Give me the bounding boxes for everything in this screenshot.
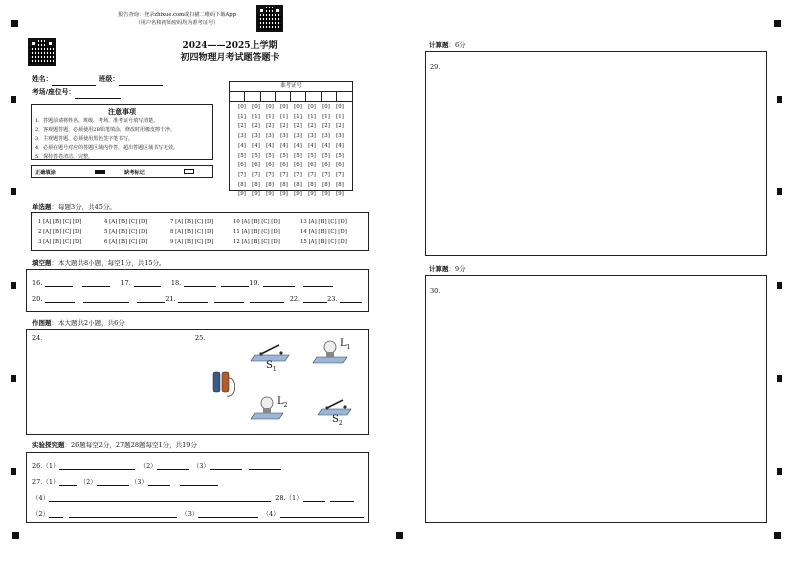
notice-item: 4．必须在题号对应的答题区域内作答，超出答题区域书写无效。 bbox=[35, 145, 179, 151]
exam-id-bubble[interactable]: [5] bbox=[322, 152, 330, 159]
exam-id-bubble[interactable]: [1] bbox=[252, 113, 260, 120]
exam-id-bubble[interactable]: [7] bbox=[238, 171, 246, 178]
answer-blank[interactable] bbox=[134, 279, 161, 287]
exam-id-write-row bbox=[230, 92, 352, 102]
answer-blank[interactable] bbox=[69, 510, 177, 518]
answer-blank[interactable] bbox=[82, 279, 110, 287]
exam-id-bubble[interactable]: [7] bbox=[336, 171, 344, 178]
exam-id-bubble[interactable]: [2] bbox=[336, 123, 344, 130]
exam-id-bubble[interactable]: [4] bbox=[336, 142, 344, 149]
exam-id-bubble[interactable]: [7] bbox=[294, 171, 302, 178]
answer-blank[interactable] bbox=[340, 295, 362, 303]
exam-id-bubble[interactable]: [6] bbox=[336, 162, 344, 169]
exam-id-bubble[interactable]: [3] bbox=[294, 133, 302, 140]
fill-row-1: 16. 17. 18. 19. bbox=[32, 279, 333, 287]
answer-blank[interactable] bbox=[249, 462, 281, 470]
exam-id-bubble[interactable]: [0] bbox=[280, 104, 288, 110]
exam-id-bubble[interactable]: [1] bbox=[280, 113, 288, 120]
exam-id-bubble[interactable]: [1] bbox=[322, 113, 330, 120]
exam-id-bubble[interactable]: [3] bbox=[308, 133, 316, 140]
exam-id-bubble[interactable]: [5] bbox=[266, 152, 274, 159]
fill-blank-box bbox=[26, 269, 369, 312]
answer-blank[interactable] bbox=[221, 279, 249, 287]
drawing-box[interactable] bbox=[26, 329, 369, 435]
answer-blank[interactable] bbox=[214, 295, 244, 303]
exam-id-bubble[interactable]: [5] bbox=[238, 152, 246, 159]
notice-box bbox=[31, 104, 213, 160]
header-note bbox=[112, 11, 242, 27]
switch-s2-icon bbox=[318, 400, 351, 415]
exam-id-bubble[interactable]: [0] bbox=[238, 104, 246, 110]
label-s2: $S_2$ bbox=[332, 414, 343, 427]
exam-id-bubble[interactable]: [5] bbox=[336, 152, 344, 159]
exam-id-bubble[interactable]: [9] bbox=[238, 191, 246, 198]
side-mark bbox=[11, 468, 16, 475]
page-title bbox=[150, 40, 310, 64]
choice-column[interactable]: 7 [A] [B] [C] [D] 8 [A] [B] [C] [D] 9 [A] [B] [C] [D] bbox=[170, 219, 214, 245]
answer-blank[interactable] bbox=[303, 494, 325, 502]
answer-blank[interactable] bbox=[178, 295, 208, 303]
exam-id-bubble[interactable]: [3] bbox=[266, 133, 274, 140]
answer-blank[interactable] bbox=[180, 478, 218, 486]
switch-s1-icon bbox=[251, 345, 289, 361]
exam-id-bubble[interactable]: [4] bbox=[266, 142, 274, 149]
side-mark bbox=[777, 282, 782, 289]
exam-id-bubble[interactable]: [2] bbox=[294, 123, 302, 130]
exam-id-bubble[interactable]: [9] bbox=[308, 191, 316, 198]
notice-items bbox=[32, 117, 212, 162]
q25-label: 25. bbox=[195, 334, 206, 342]
exam-id-bubble[interactable]: [0] bbox=[294, 104, 302, 110]
exam-id-bubble[interactable]: [7] bbox=[308, 171, 316, 178]
answer-blank[interactable] bbox=[250, 295, 284, 303]
exam-id-bubble[interactable]: [5] bbox=[280, 152, 288, 159]
notice-item: 3．主观题答题，必须使用黑色签字笔书写。 bbox=[35, 136, 134, 142]
answer-blank[interactable] bbox=[45, 295, 75, 303]
answer-blank[interactable] bbox=[148, 478, 170, 486]
exam-id-bubble[interactable]: [8] bbox=[266, 181, 274, 188]
exam-id-bubble[interactable]: [2] bbox=[280, 123, 288, 130]
side-mark bbox=[777, 96, 782, 103]
calc1-answer-box[interactable] bbox=[425, 51, 767, 256]
notice-item: 5．保持答卷清洁、完整。 bbox=[35, 154, 94, 160]
exam-id-bubble[interactable]: [2] bbox=[322, 123, 330, 130]
exam-id-bubble[interactable]: [1] bbox=[266, 113, 274, 120]
fill-blank-title: 填空题：本大题共8小题，每空1分，共15分。 bbox=[32, 259, 166, 267]
exam-id-bubble[interactable]: [7] bbox=[266, 171, 274, 178]
exam-id-bubble[interactable]: [8] bbox=[294, 181, 302, 188]
exam-id-bubble[interactable]: [3] bbox=[238, 133, 246, 140]
corner-mark-bottom-right bbox=[774, 532, 781, 539]
exam-id-bubble[interactable]: [3] bbox=[336, 133, 344, 140]
exam-id-bubble[interactable]: [4] bbox=[308, 142, 316, 149]
name-field[interactable] bbox=[52, 78, 96, 86]
exp-row-4: （2） （3） （4） bbox=[32, 509, 364, 518]
name-label: 姓名： bbox=[32, 75, 53, 83]
exam-id-bubble[interactable]: [4] bbox=[238, 142, 246, 149]
exam-id-bubble[interactable]: [4] bbox=[322, 142, 330, 149]
side-mark bbox=[777, 468, 782, 475]
exam-id-bubble[interactable]: [4] bbox=[294, 142, 302, 149]
exam-id-bubble[interactable]: [9] bbox=[322, 191, 330, 198]
missing-mark-bubble[interactable] bbox=[184, 169, 194, 174]
label-s1: $S_1$ bbox=[266, 360, 277, 373]
answer-blank[interactable] bbox=[157, 462, 189, 470]
notice-item: 2．客观题答题，必须使用2B铅笔填涂，修改时用橡皮擦干净。 bbox=[35, 127, 176, 133]
side-mark bbox=[11, 96, 16, 103]
exam-id-bubble[interactable]: [6] bbox=[280, 162, 288, 169]
exam-id-bubble[interactable]: [5] bbox=[252, 152, 260, 159]
side-mark bbox=[11, 188, 16, 195]
exam-id-bubble-grid[interactable] bbox=[235, 103, 347, 200]
exam-id-bubble[interactable]: [3] bbox=[322, 133, 330, 140]
answer-blank[interactable] bbox=[184, 279, 216, 287]
experiment-box bbox=[26, 452, 369, 523]
corner-mark-bottom-middle bbox=[396, 532, 403, 539]
exam-id-bubble[interactable]: [8] bbox=[252, 181, 260, 188]
class-label: 班级： bbox=[98, 75, 120, 83]
missing-mark-label: 缺考标记 bbox=[124, 170, 145, 176]
filled-bubble bbox=[95, 170, 105, 174]
answer-blank[interactable] bbox=[210, 462, 242, 470]
exam-id-bubble[interactable]: [7] bbox=[252, 171, 260, 178]
exam-id-bubble[interactable]: [1] bbox=[238, 113, 246, 120]
exam-id-bubble[interactable]: [9] bbox=[280, 191, 288, 198]
side-mark bbox=[11, 282, 16, 289]
title-line2: 初四物理月考试题答题卡 bbox=[180, 53, 280, 63]
answer-blank[interactable] bbox=[97, 478, 129, 486]
answer-blank[interactable] bbox=[263, 279, 295, 287]
exp-row-2: 27.（1） （2） （3） bbox=[32, 477, 218, 486]
calc2-answer-box[interactable] bbox=[425, 275, 767, 523]
exam-id-bubble[interactable]: [3] bbox=[280, 133, 288, 140]
exam-id-bubble[interactable]: [9] bbox=[294, 191, 302, 198]
corner-mark-top-right bbox=[774, 20, 781, 27]
exam-id-bubble[interactable]: [9] bbox=[266, 191, 274, 198]
class-field[interactable] bbox=[119, 78, 163, 86]
exam-id-bubble[interactable]: [7] bbox=[322, 171, 330, 178]
exam-id-bubble[interactable]: [9] bbox=[252, 191, 260, 198]
header-note-line2: （用户名和初始密码均为准考证号） bbox=[135, 20, 219, 26]
choice-column[interactable]: 1 [A] [B] [C] [D] 2 [A] [B] [C] [D] 3 [A] [B] [C] [D] bbox=[38, 219, 82, 245]
qr-code-icon bbox=[256, 5, 283, 32]
battery-icon bbox=[213, 372, 235, 396]
room-label: 考场/座位号： bbox=[32, 88, 76, 96]
q24-label: 24. bbox=[32, 334, 43, 342]
answer-blank[interactable] bbox=[59, 478, 77, 486]
label-l1: $L_1$ bbox=[340, 338, 351, 351]
exam-id-bubble[interactable]: [8] bbox=[238, 181, 246, 188]
exam-id-bubble[interactable]: [8] bbox=[308, 181, 316, 188]
exam-id-bubble[interactable]: [8] bbox=[280, 181, 288, 188]
exam-id-bubble[interactable]: [6] bbox=[238, 162, 246, 169]
exam-id-bubble[interactable]: [2] bbox=[266, 123, 274, 130]
q30-label: 30. bbox=[430, 287, 441, 295]
side-mark bbox=[777, 188, 782, 195]
exam-id-bubble[interactable]: [1] bbox=[308, 113, 316, 120]
room-field[interactable] bbox=[75, 91, 121, 99]
corner-mark-bottom-left bbox=[12, 532, 19, 539]
single-choice-title: 单选题：每题3分，共45分。 bbox=[32, 203, 116, 211]
exam-id-bubble[interactable]: [0] bbox=[266, 104, 274, 110]
exam-id-bubble[interactable]: [6] bbox=[266, 162, 274, 169]
exam-id-bubble[interactable]: [8] bbox=[336, 181, 344, 188]
exam-id-bubble[interactable]: [0] bbox=[252, 104, 260, 110]
notice-title: 注意事项 bbox=[108, 107, 136, 116]
exam-id-bubble[interactable]: [0] bbox=[308, 104, 316, 110]
choice-column[interactable]: 4 [A] [B] [C] [D] 5 [A] [B] [C] [D] 6 [A] [B] [C] [D] bbox=[104, 219, 148, 245]
exam-id-bubble[interactable]: [0] bbox=[322, 104, 330, 110]
single-choice-box bbox=[31, 212, 369, 251]
exam-id-box bbox=[229, 81, 353, 198]
header-note-line1: 报告查询：登录zhixue.com或扫描二维码下载App bbox=[118, 12, 236, 18]
exam-id-bubble[interactable]: [6] bbox=[308, 162, 316, 169]
exam-id-bubble[interactable]: [1] bbox=[336, 113, 344, 120]
exam-id-bubble[interactable]: [6] bbox=[322, 162, 330, 169]
answer-blank[interactable] bbox=[45, 279, 73, 287]
exam-id-bubble[interactable]: [2] bbox=[252, 123, 260, 130]
choice-column[interactable]: 13 [A] [B] [C] [D] 14 [A] [B] [C] [D] 15 [A] [B] [C] [D] bbox=[300, 219, 347, 245]
exam-id-bubble[interactable]: [0] bbox=[336, 104, 344, 110]
exam-id-bubble[interactable]: [4] bbox=[280, 142, 288, 149]
title-line1: 2024——2025上学期 bbox=[182, 41, 278, 51]
exp-row-3: （4） 28.（1） bbox=[32, 493, 354, 502]
exam-id-bubble[interactable]: [3] bbox=[252, 133, 260, 140]
exam-id-bubble[interactable]: [5] bbox=[294, 152, 302, 159]
barcode-qr-icon bbox=[28, 38, 56, 66]
exp-row-1: 26.（1） （2） （3） bbox=[32, 461, 281, 470]
exam-id-bubble[interactable]: [5] bbox=[308, 152, 316, 159]
fill-row-2: 20. 21. 22. 23. bbox=[32, 295, 362, 303]
experiment-title: 实验探究题：26题每空2分，27题28题每空1分，共19分 bbox=[32, 441, 197, 449]
choice-column[interactable]: 10 [A] [B] [C] [D] 11 [A] [B] [C] [D] 12 [A] [B] [C] [D] bbox=[233, 219, 280, 245]
answer-blank[interactable] bbox=[83, 295, 129, 303]
answer-blank[interactable] bbox=[330, 494, 354, 502]
exam-id-bubble[interactable]: [6] bbox=[294, 162, 302, 169]
q29-label: 29. bbox=[430, 63, 441, 71]
answer-blank[interactable] bbox=[303, 279, 333, 287]
exam-id-bubble[interactable]: [9] bbox=[336, 191, 344, 198]
exam-id-bubble[interactable]: [2] bbox=[238, 123, 246, 130]
exam-id-bubble[interactable]: [7] bbox=[280, 171, 288, 178]
fill-example-box bbox=[31, 165, 213, 178]
label-l2: $L_2$ bbox=[277, 396, 288, 409]
calc1-title: 计算题：6分 bbox=[429, 41, 466, 49]
answer-blank[interactable] bbox=[59, 462, 135, 470]
notice-item: 1．答题前请将姓名、班级、考场、准考证号填写清楚。 bbox=[35, 118, 159, 124]
exam-id-bubble[interactable]: [8] bbox=[322, 181, 330, 188]
answer-blank[interactable] bbox=[303, 295, 327, 303]
exam-id-bubble[interactable]: [2] bbox=[308, 123, 316, 130]
answer-blank[interactable] bbox=[49, 494, 271, 502]
student-info bbox=[32, 73, 163, 99]
side-mark bbox=[777, 375, 782, 382]
answer-blank[interactable] bbox=[280, 510, 364, 518]
answer-blank[interactable] bbox=[49, 510, 63, 518]
exam-id-bubble[interactable]: [1] bbox=[294, 113, 302, 120]
drawing-title: 作图题：本大题共2小题，共6分 bbox=[32, 319, 125, 327]
answer-blank[interactable] bbox=[137, 295, 165, 303]
exam-id-title: 准考证号 bbox=[230, 82, 352, 92]
answer-blank[interactable] bbox=[198, 510, 258, 518]
exam-id-bubble[interactable]: [4] bbox=[252, 142, 260, 149]
circuit-components bbox=[27, 330, 370, 436]
side-mark bbox=[11, 375, 16, 382]
correct-fill-label: 正确填涂 bbox=[35, 170, 56, 176]
calc2-title: 计算题：9分 bbox=[429, 265, 466, 273]
exam-id-bubble[interactable]: [6] bbox=[252, 162, 260, 169]
corner-mark-top-left bbox=[11, 20, 18, 27]
